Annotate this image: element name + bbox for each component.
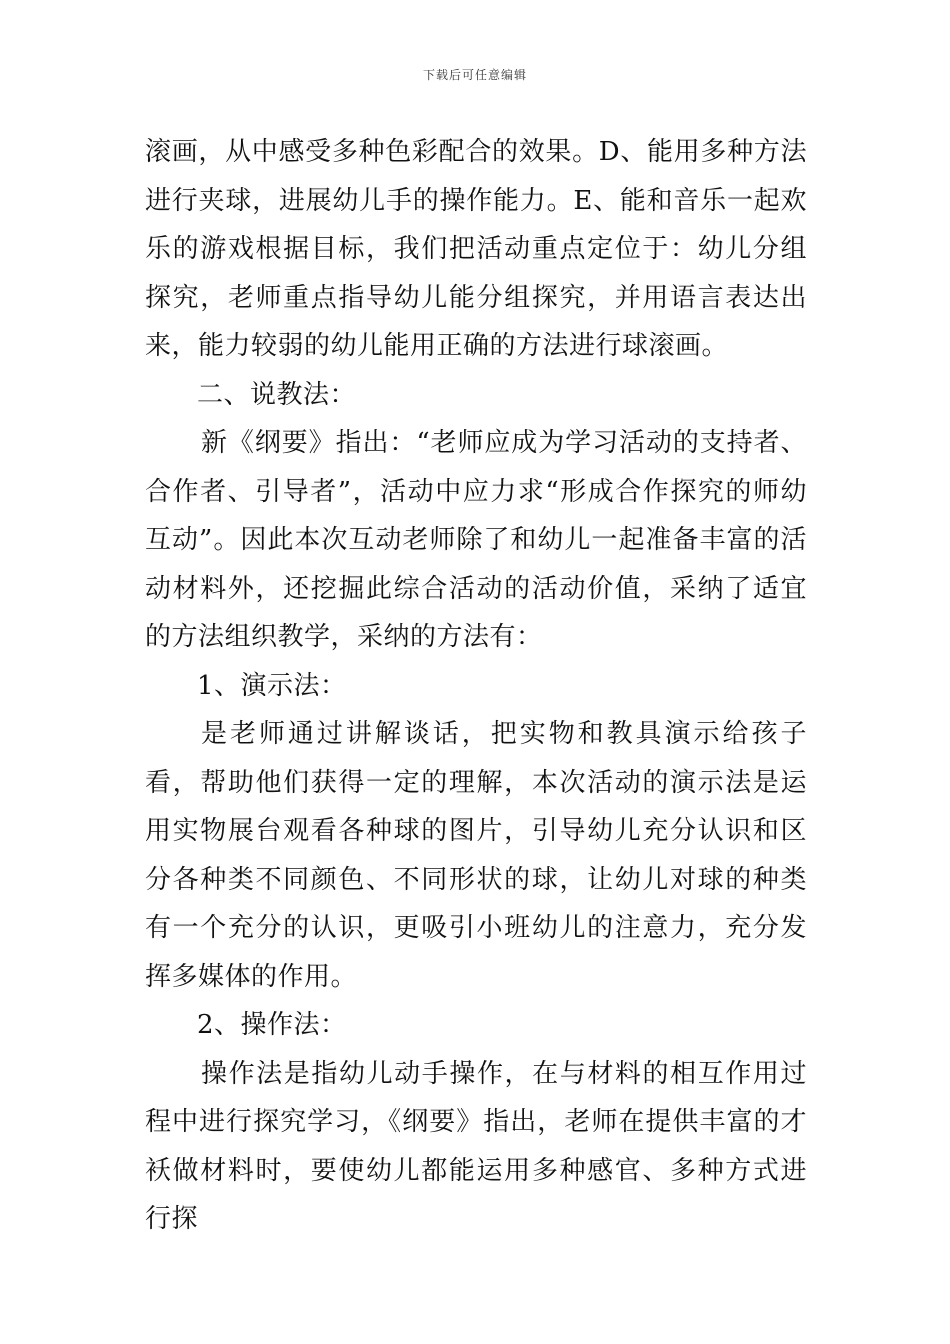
section-heading-teaching-method: 二、说教法： — [197, 379, 357, 410]
document-body — [145, 128, 807, 1244]
paragraph-demonstration: 是老师通过讲解谈话，把实物和教具演示给孩子看，帮助他们获得一定的理解，本次活动的演示法是运用实物展台观看各种球的图片，引导幼儿充分认识和区分各种类不同颜色、不同形状的球，让幼儿对球的种类有一个充分的认识，更吸引小班幼儿的注意力，充分发挥多媒体的作用。 — [145, 719, 807, 992]
paragraph-operation: 操作法是指幼儿动手操作，在与材料的相互作用过程中进行探究学习，《纲要》指出，老师在提供丰富的才袄做材料时，要使幼儿都能运用多种感官、多种方式进行探 — [145, 1058, 807, 1234]
paragraph-continuation: 滚画，从中感受多种色彩配合的效果。D、能用多种方法进行夹球，进展幼儿手的操作能力。E、能和音乐一起欢乐的游戏根据目标，我们把活动重点定位于：幼儿分组探究，老师重点指导幼儿能分组探究，并用语言表达出来，能力较弱的幼儿能用正确的方法进行球滚画。 — [145, 137, 807, 361]
subheading-operation: 2、操作法： — [197, 1010, 347, 1040]
page-header: 下载后可任意编辑 — [422, 68, 527, 82]
subheading-demonstration: 1、演示法： — [197, 670, 347, 701]
paragraph-guideline-quote: 新《纲要》指出：“老师应成为学习活动的支持者、合作者、引导者”，活动中应力求“形成合作探究的师幼互动”。因此本次互动老师除了和幼儿一起准备丰富的活动材料外，还挖掘此综合活动的活动价值，采纳了适宜的方法组织教学，采纳的方法有： — [145, 428, 807, 652]
